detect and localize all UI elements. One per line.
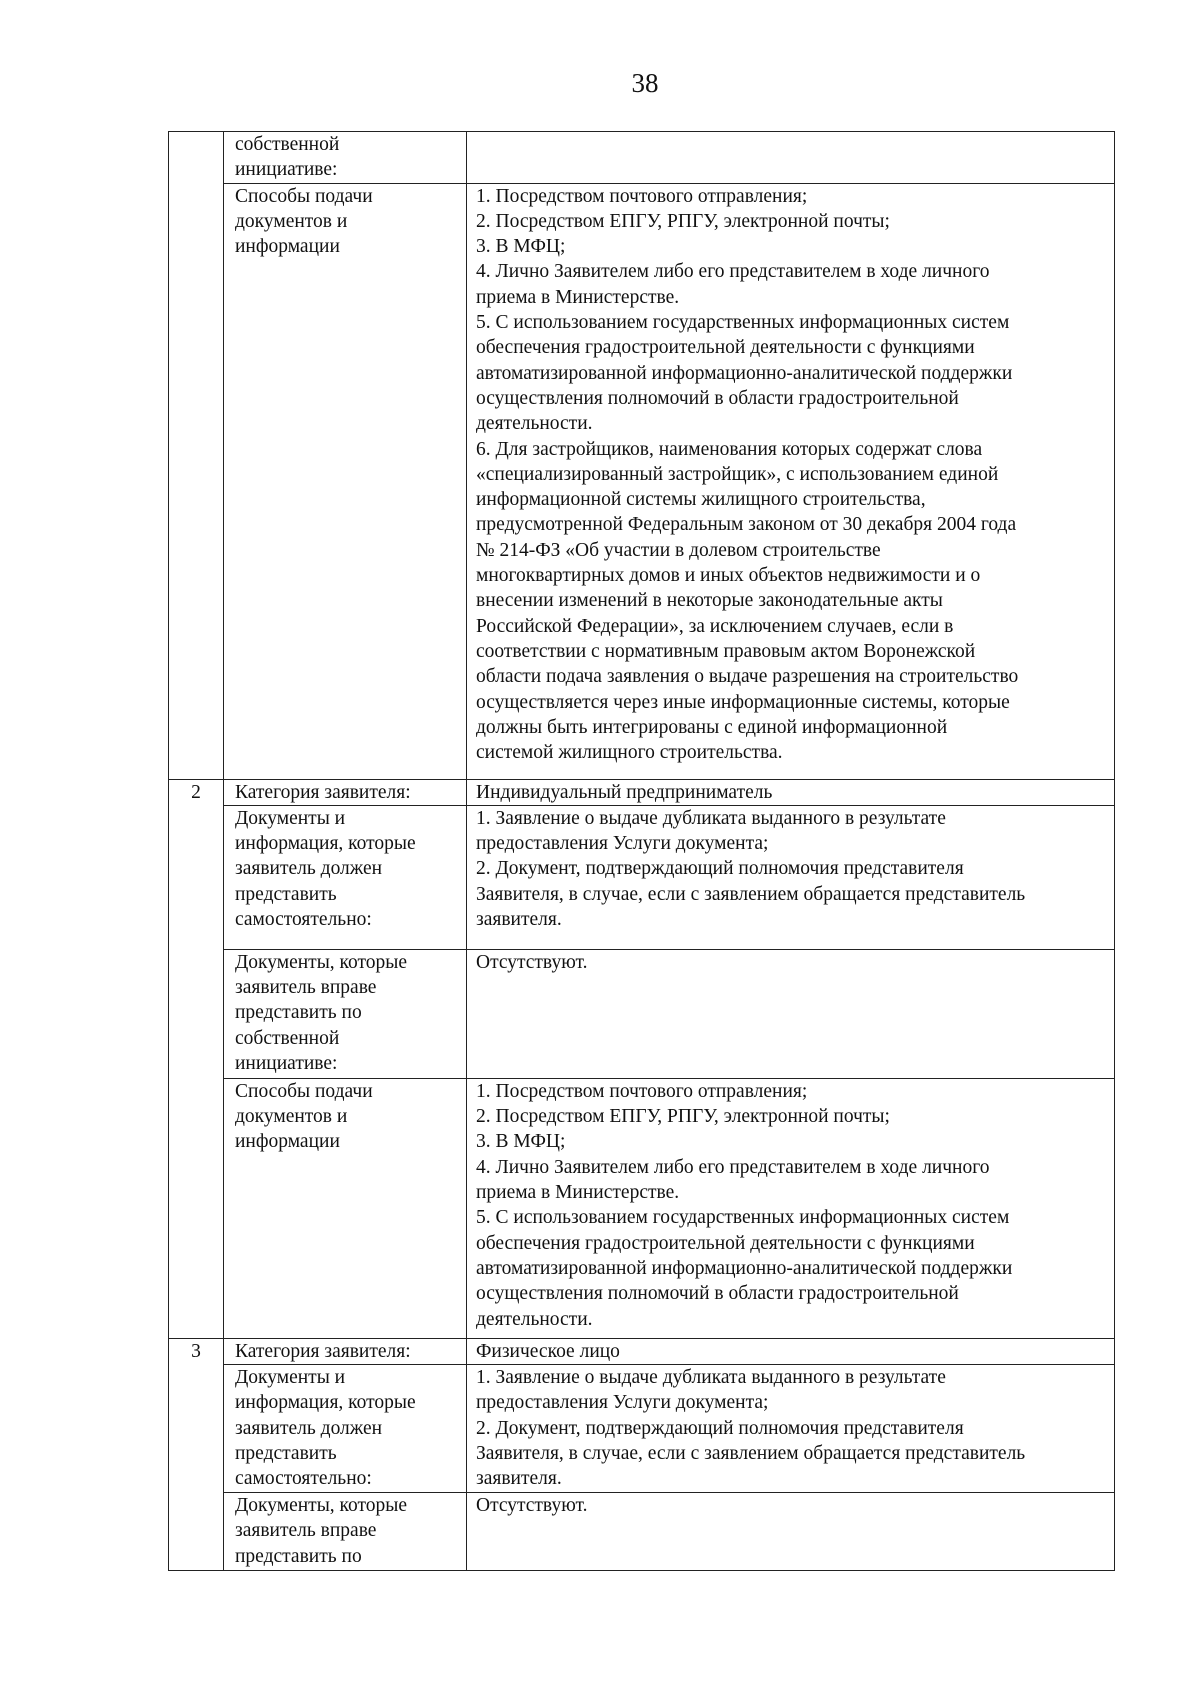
content-line: приема в Министерстве. [476, 286, 680, 308]
content-line: заявителя. [476, 909, 562, 931]
table-row [169, 805, 1115, 949]
row-label-text: собственной инициативе: [235, 134, 340, 181]
requirements-table [168, 131, 1115, 1571]
content-line: 2. Документ, подтверждающий полномочия представителя [476, 858, 964, 880]
content-line: автоматизированной информационно-аналитической поддержки [476, 362, 1013, 384]
content-line: Физическое лицо [476, 1340, 620, 1362]
table-row [169, 1338, 1115, 1364]
content-line: Российской Федерации», за исключением случаев, если в [476, 615, 954, 637]
row-label-text: Документы и информация, которые заявитель должен представить самостоятельно: [235, 807, 416, 931]
content-line: системой жилищного строительства. [476, 742, 783, 764]
row-number-text: 3 [191, 1340, 201, 1362]
content-line: предусмотренной Федеральным законом от 30 декабря 2004 года [476, 514, 1017, 536]
row-content [467, 805, 1115, 949]
row-label [224, 805, 467, 949]
content-line: 2. Посредством ЕПГУ, РПГУ, электронной почты; [476, 1106, 890, 1128]
content-line: внесении изменений в некоторые законодательные акты [476, 590, 943, 612]
row-number-text: 2 [191, 781, 201, 803]
content-line: 4. Лично Заявителем либо его представителем в ходе личного [476, 261, 990, 283]
row-content [467, 183, 1115, 779]
row-label [224, 1078, 467, 1338]
content-line: Индивидуальный предприниматель [476, 781, 773, 803]
row-label-text: Документы, которые заявитель вправе представить по собственной инициативе: [235, 951, 408, 1075]
content-line: 1. Заявление о выдаче дубликата выданного в результате [476, 807, 946, 829]
row-label-text: Документы и информация, которые заявитель должен представить самостоятельно: [235, 1367, 416, 1490]
row-number [169, 1338, 224, 1570]
content-line: обеспечения градостроительной деятельности с функциями [476, 337, 975, 359]
row-label-text: Способы подачи документов и информации [235, 185, 373, 258]
row-label [224, 949, 467, 1078]
content-line: осуществления полномочий в области градостроительной [476, 1283, 959, 1305]
content-line: № 214-ФЗ «Об участии в долевом строительстве [476, 539, 881, 561]
row-label [224, 132, 467, 184]
content-line: 5. С использованием государственных информационных систем [476, 312, 1010, 334]
content-line: предоставления Услуги документа; [476, 833, 769, 855]
row-label [224, 779, 467, 805]
content-line: автоматизированной информационно-аналитической поддержки [476, 1257, 1013, 1279]
table-row [169, 1493, 1115, 1571]
row-label [224, 1338, 467, 1364]
content-line: 6. Для застройщиков, наименования которых содержат слова [476, 438, 983, 460]
row-label-text: Категория заявителя: [235, 1340, 411, 1362]
row-label-text: Документы, которые заявитель вправе представить по [235, 1495, 408, 1567]
row-content [467, 132, 1115, 184]
row-content [467, 779, 1115, 805]
table-row [169, 779, 1115, 805]
row-content [467, 949, 1115, 1078]
content-line: осуществления полномочий в области градостроительной [476, 387, 959, 409]
content-line: 1. Заявление о выдаче дубликата выданного в результате [476, 1367, 946, 1389]
table-row [169, 949, 1115, 1078]
content-line: Заявителя, в случае, если с заявлением обращается представитель [476, 1443, 1026, 1465]
content-line: информационной системы жилищного строительства, [476, 489, 926, 511]
row-content [467, 1338, 1115, 1364]
table-row [169, 183, 1115, 779]
row-content [467, 1365, 1115, 1493]
row-label-text: Способы подачи документов и информации [235, 1080, 373, 1153]
row-label-text: Категория заявителя: [235, 781, 411, 803]
content-line: деятельности. [476, 1308, 593, 1330]
content-line: заявителя. [476, 1468, 562, 1490]
content-line: приема в Министерстве. [476, 1182, 680, 1204]
content-line: области подача заявления о выдаче разрешения на строительство [476, 666, 1019, 688]
content-line: Заявителя, в случае, если с заявлением обращается представитель [476, 883, 1026, 905]
page-number: 38 [631, 68, 659, 98]
content-line: «специализированный застройщик», с использованием единой [476, 463, 999, 485]
content-line: 5. С использованием государственных информационных систем [476, 1207, 1010, 1229]
row-label [224, 1365, 467, 1493]
content-line: Отсутствуют. [476, 1495, 588, 1517]
content-line: 1. Посредством почтового отправления; [476, 185, 808, 207]
content-line: обеспечения градостроительной деятельности с функциями [476, 1232, 975, 1254]
table-row [169, 132, 1115, 184]
row-number [169, 132, 224, 780]
row-number [169, 779, 224, 1338]
content-line: 3. В МФЦ; [476, 236, 566, 258]
content-line: многоквартирных домов и иных объектов недвижимости и о [476, 565, 981, 587]
content-line: осуществляется через иные информационные системы, которые [476, 691, 1010, 713]
content-line: 2. Посредством ЕПГУ, РПГУ, электронной почты; [476, 210, 890, 232]
table-row [169, 1365, 1115, 1493]
content-line: 1. Посредством почтового отправления; [476, 1080, 808, 1102]
row-content [467, 1493, 1115, 1571]
content-line: 4. Лично Заявителем либо его представителем в ходе личного [476, 1156, 990, 1178]
content-line: Отсутствуют. [476, 951, 588, 973]
table-row [169, 1078, 1115, 1338]
content-line: 3. В МФЦ; [476, 1131, 566, 1153]
content-line: деятельности. [476, 413, 593, 435]
row-label [224, 183, 467, 779]
row-label [224, 1493, 467, 1571]
content-line: соответствии с нормативным правовым актом Воронежской [476, 640, 976, 662]
row-content [467, 1078, 1115, 1338]
content-line: должны быть интегрированы с единой информационной [476, 716, 948, 738]
content-line: предоставления Услуги документа; [476, 1392, 769, 1414]
content-line: 2. Документ, подтверждающий полномочия представителя [476, 1417, 964, 1439]
